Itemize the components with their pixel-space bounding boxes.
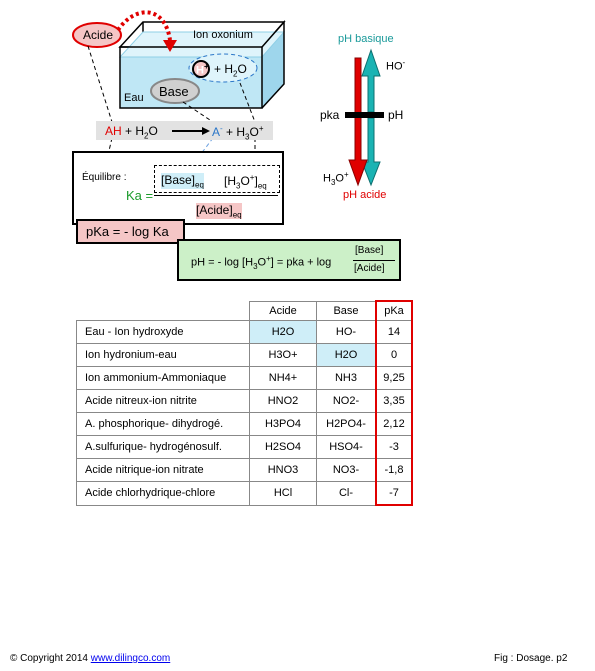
header-empty (77, 301, 250, 321)
equilibrium-title: Équilibre : (82, 172, 127, 183)
table-row (77, 436, 413, 459)
row-pka: 3,35 (376, 390, 412, 413)
header-acid: Acide (250, 301, 317, 321)
row-pka: 0 (376, 344, 412, 367)
hydroxide-label: HO- (386, 58, 406, 73)
table-row (77, 344, 413, 367)
fraction-line (154, 195, 278, 196)
base-label: Base (159, 84, 189, 99)
row-pka: 14 (376, 321, 412, 344)
row-acid: HCl (250, 482, 317, 506)
row-acid: H3O+ (250, 344, 317, 367)
table-row (77, 413, 413, 436)
oxonium-ion-label: Ion oxonium (193, 29, 253, 41)
copyright-footer (10, 653, 170, 664)
ph-formula-box (177, 239, 401, 281)
ph-acid-label: pH acide (343, 189, 387, 201)
row-name: Eau - Ion hydroxyde (77, 321, 250, 344)
pka-formula-box (76, 219, 185, 244)
equilibrium-box (72, 151, 284, 225)
water-label: Eau (124, 92, 144, 104)
row-acid: NH4+ (250, 367, 317, 390)
website-link[interactable]: www.dilingco.com (90, 653, 171, 664)
row-name: A. phosphorique- dihydrogé. (77, 413, 250, 436)
pka-scale-label: pka (320, 108, 340, 122)
figure-caption: Fig : Dosage. p2 (494, 653, 568, 664)
row-base: NH3 (317, 367, 377, 390)
row-base: NO2- (317, 390, 377, 413)
table-header-row (77, 301, 413, 321)
pka-bar (345, 112, 384, 118)
row-base: HO- (317, 321, 377, 344)
ph-scale-label: pH (388, 108, 404, 122)
acid-label: Acide (83, 28, 114, 42)
row-base: NO3- (317, 459, 377, 482)
row-base: Cl- (317, 482, 377, 506)
copyright-text: © Copyright 2014 (10, 653, 88, 664)
oxonium-water-label: + $H_2O$ (214, 62, 247, 79)
ph-formula-denominator: [Acide] (354, 263, 385, 274)
table-row (77, 321, 413, 344)
numerator-base: $[Base]_{eq}$ (161, 173, 204, 190)
table-row (77, 459, 413, 482)
row-pka: -3 (376, 436, 412, 459)
proton-label: H+ (196, 62, 209, 77)
row-pka: -1,8 (376, 459, 412, 482)
row-acid: H2O (250, 321, 317, 344)
reaction-products: $A^- + H_3O^+$ (212, 124, 264, 142)
row-name: Ion ammonium-Ammoniaque (77, 367, 250, 390)
row-acid: H2SO4 (250, 436, 317, 459)
row-acid: HNO2 (250, 390, 317, 413)
row-base: HSO4- (317, 436, 377, 459)
table-row (77, 482, 413, 506)
oxonium-scale-label: $H_3O^+$ (323, 170, 349, 187)
pka-table (76, 300, 413, 506)
ph-basic-label: pH basique (338, 33, 394, 45)
row-name: A.sulfurique- hydrogénosulf. (77, 436, 250, 459)
row-pka: 9,25 (376, 367, 412, 390)
denominator-acid: $[Acide]_{eq}$ (196, 203, 242, 220)
row-base: H2O (317, 344, 377, 367)
row-pka: 2,12 (376, 413, 412, 436)
row-name: Ion hydronium-eau (77, 344, 250, 367)
ka-label: Ka = (126, 188, 154, 203)
row-acid: H3PO4 (250, 413, 317, 436)
row-name: Acide chlorhydrique-chlore (77, 482, 250, 506)
row-pka: -7 (376, 482, 412, 506)
row-acid: HNO3 (250, 459, 317, 482)
header-pka: pKa (376, 301, 412, 321)
table-row (77, 367, 413, 390)
ph-acid-arrow (349, 58, 367, 185)
ph-fraction-line (353, 260, 395, 261)
reaction-equation: AH + $H_2O$ (105, 124, 158, 141)
numerator-oxonium: $[H_3O^+]_{eq}$ (224, 173, 267, 191)
ph-formula-numerator: [Base] (355, 245, 384, 256)
ph-formula-left: pH = - $\log [H_3O^+]$ = pka + log (191, 254, 332, 271)
ph-basic-arrow (362, 50, 380, 112)
row-base: H2PO4- (317, 413, 377, 436)
row-name: Acide nitreux-ion nitrite (77, 390, 250, 413)
pka-formula: pKa = - log Ka (86, 224, 169, 239)
table-row (77, 390, 413, 413)
header-base: Base (317, 301, 377, 321)
row-name: Acide nitrique-ion nitrate (77, 459, 250, 482)
